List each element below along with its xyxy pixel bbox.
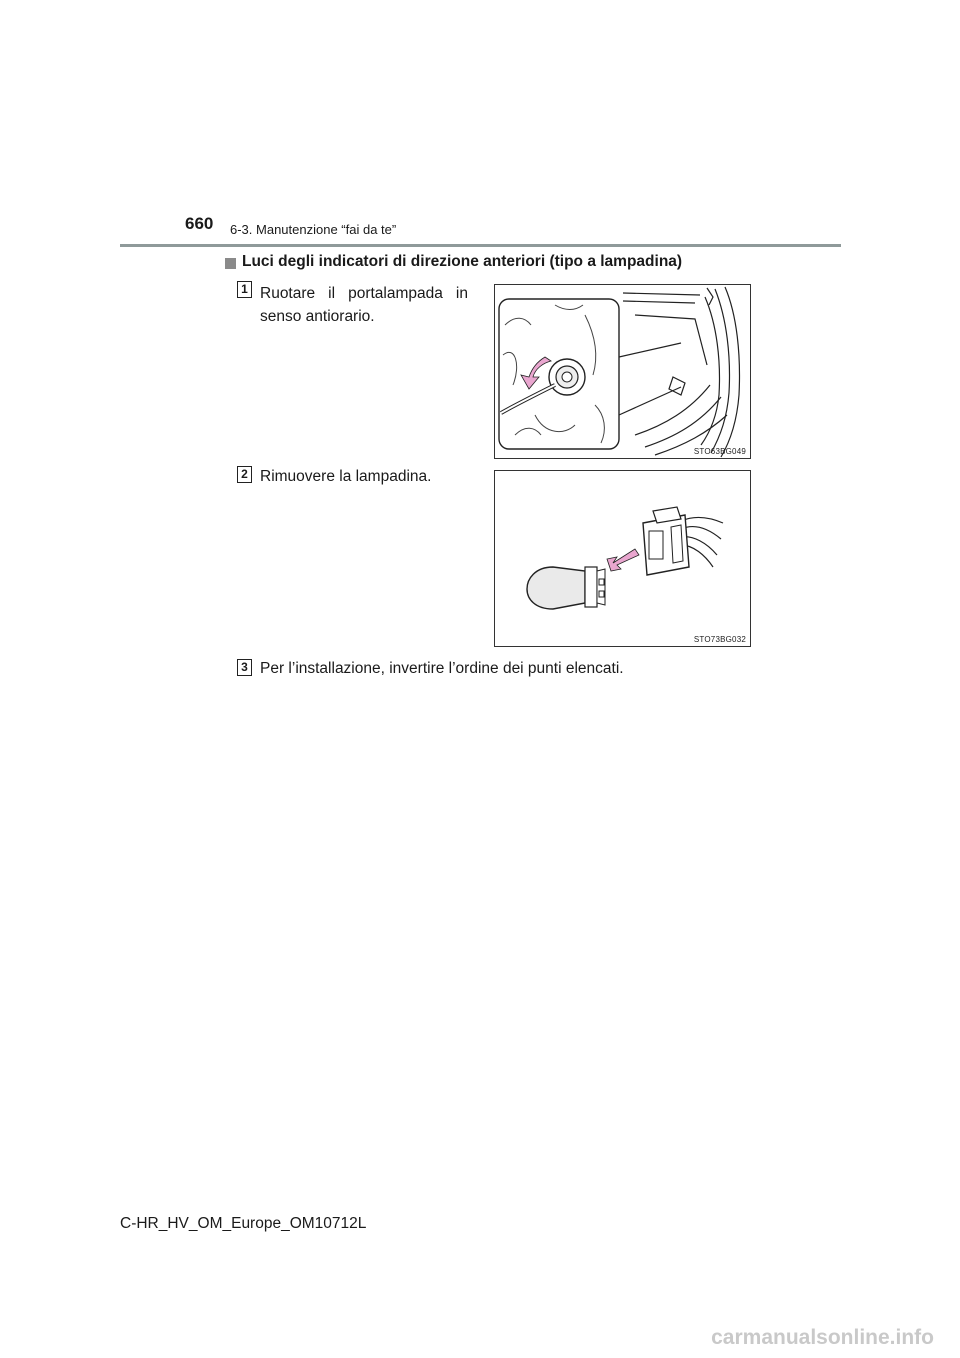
header-rule [120, 244, 841, 247]
figure-code: STO73BG032 [693, 635, 746, 644]
step-3-text: Per l’installazione, invertire l’ordine dei punti elencati. [260, 660, 624, 677]
step-1-line-2: senso antiorario. [260, 308, 375, 325]
figure-remove-bulb [494, 470, 751, 647]
step-number-1: 1 [237, 281, 252, 298]
rotate-holder-illustration [495, 285, 750, 458]
step-number-2: 2 [237, 466, 252, 483]
remove-bulb-illustration [495, 471, 750, 646]
square-bullet-icon [225, 258, 236, 269]
watermark: carmanualsonline.info [711, 1326, 934, 1349]
section-title: 6-3. Manutenzione “fai da te” [230, 222, 397, 237]
step-1-word: Ruotare [260, 285, 316, 302]
step-1-word: il [328, 285, 336, 302]
step-1-text [260, 282, 468, 328]
step-number-3: 3 [237, 659, 252, 676]
page-number: 660 [185, 214, 214, 233]
figure-code: STO63BG049 [693, 447, 746, 456]
step-1-word: portalampada [348, 285, 443, 302]
step-1-word: in [455, 285, 468, 302]
section-heading: Luci degli indicatori di direzione anteriori (tipo a lampadina) [242, 253, 683, 270]
step-2-text: Rimuovere la lampadina. [260, 468, 432, 485]
document-code: C-HR_HV_OM_Europe_OM10712L [120, 1215, 367, 1232]
figure-rotate-bulb-holder [494, 284, 751, 459]
